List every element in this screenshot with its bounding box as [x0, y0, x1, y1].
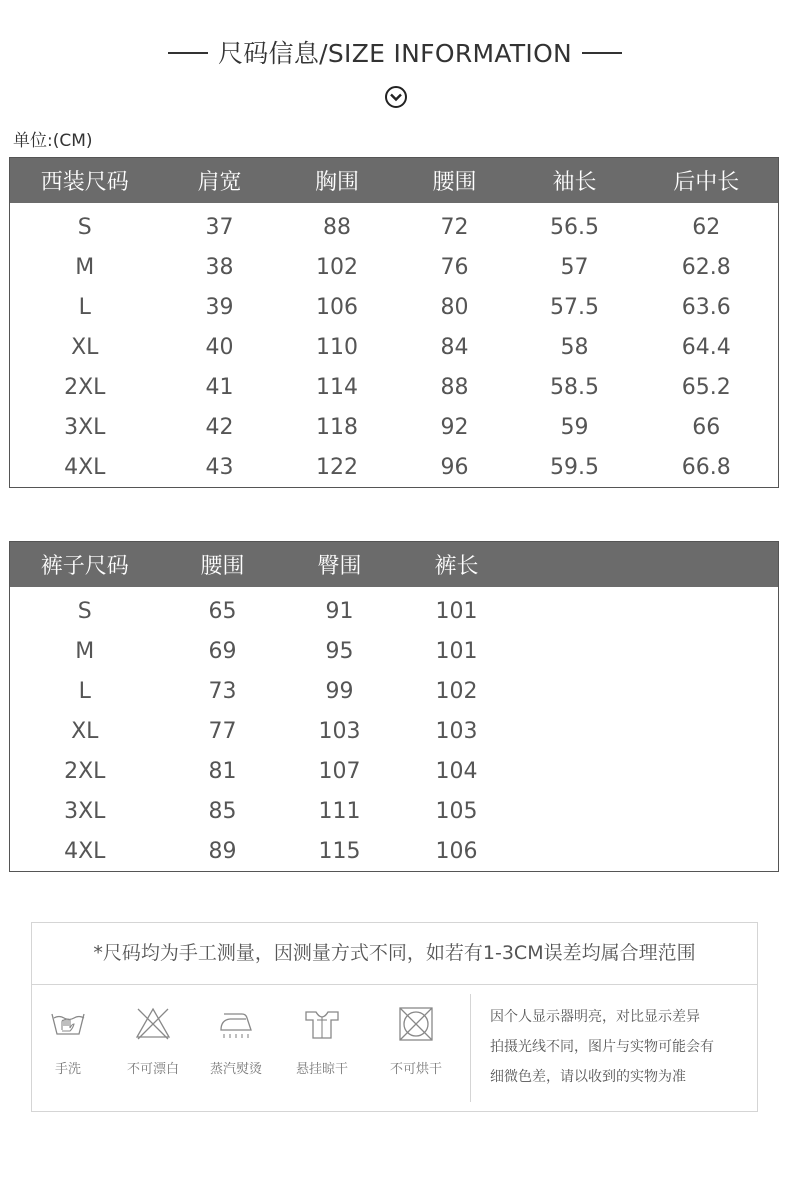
- table-cell: 107: [318, 758, 361, 784]
- table-cell: 38: [205, 254, 234, 280]
- table-cell: 73: [208, 678, 237, 704]
- table-cell: 103: [435, 718, 478, 744]
- column-header: 裤子尺码: [10, 542, 160, 588]
- table-cell: 95: [325, 638, 354, 664]
- table-cell: 63.6: [681, 294, 731, 320]
- steam-iron-icon: [216, 1004, 256, 1044]
- column-header: 袖长: [515, 158, 635, 204]
- care-label: 悬挂晾干: [295, 1062, 348, 1077]
- color-disclaimer: [490, 1002, 752, 1092]
- title-dash-left: [168, 52, 208, 54]
- table-cell: 85: [208, 798, 237, 824]
- table-cell: 64.4: [681, 334, 731, 360]
- table-cell: 41: [205, 374, 234, 400]
- table-cell: 81: [208, 758, 237, 784]
- column-header: 后中长: [635, 158, 779, 204]
- table-cell: 103: [318, 718, 361, 744]
- chevron-down-circle-icon: [384, 85, 408, 109]
- table-cell: 42: [205, 414, 234, 440]
- table-cell: 118: [316, 414, 358, 440]
- table-cell: 57: [560, 254, 589, 280]
- table-cell: 69: [208, 638, 237, 664]
- table-cell: 114: [316, 374, 358, 400]
- table-row: [10, 247, 779, 287]
- table-cell: 37: [205, 214, 234, 240]
- table-cell: 58: [560, 334, 589, 360]
- table-cell: 104: [435, 758, 478, 784]
- suit-size-table: [9, 157, 779, 488]
- no-bleach-icon: [133, 1004, 173, 1044]
- table-cell: 84: [440, 334, 469, 360]
- table-cell: 111: [318, 798, 361, 824]
- column-header: 西装尺码: [10, 158, 160, 204]
- care-item-no-bleach: [113, 1004, 193, 1077]
- no-tumble-dry-icon: [396, 1004, 436, 1044]
- column-header: 肩宽: [160, 158, 280, 204]
- page-title: [0, 34, 790, 70]
- table-cell: 2XL: [64, 374, 106, 400]
- table-cell-empty: [520, 587, 779, 631]
- table-cell: 76: [440, 254, 469, 280]
- table-cell: 4XL: [64, 838, 106, 864]
- disclaimer-line: 细微色差，请以收到的实物为准: [490, 1069, 686, 1085]
- hand-wash-icon: [48, 1004, 88, 1044]
- care-label: 手洗: [54, 1062, 81, 1077]
- table-cell: 66.8: [681, 454, 731, 480]
- table-row: [10, 631, 779, 671]
- table-cell: 65.2: [681, 374, 731, 400]
- table-cell: 4XL: [64, 454, 106, 480]
- care-label: 不可烘干: [389, 1062, 442, 1077]
- table-row: [10, 203, 779, 247]
- table-cell: 102: [316, 254, 358, 280]
- table-cell: 99: [325, 678, 354, 704]
- table-cell: 80: [440, 294, 469, 320]
- table-cell: 89: [208, 838, 237, 864]
- table-cell: 92: [440, 414, 469, 440]
- table-cell: 62.8: [681, 254, 731, 280]
- table-cell: 56.5: [550, 214, 599, 240]
- table-cell: 106: [435, 838, 478, 864]
- table-row: [10, 791, 779, 831]
- table-cell-empty: [520, 751, 779, 791]
- table-cell: 72: [440, 214, 469, 240]
- table-cell: 58.5: [550, 374, 599, 400]
- table-row: [10, 287, 779, 327]
- table-cell: 59: [560, 414, 589, 440]
- table-cell: 57.5: [550, 294, 599, 320]
- table-cell-empty: [520, 831, 779, 872]
- table-row: [10, 831, 779, 872]
- column-header: 裤长: [394, 542, 520, 588]
- care-item-hand-wash: [28, 1004, 108, 1077]
- table-cell-empty: [520, 711, 779, 751]
- header-filler: [520, 542, 779, 588]
- table-cell: 3XL: [64, 414, 106, 440]
- table-cell: 115: [318, 838, 361, 864]
- table-row: [10, 367, 779, 407]
- table-row: [10, 711, 779, 751]
- table-cell: 122: [316, 454, 358, 480]
- table-cell: 88: [323, 214, 351, 240]
- table-cell: 88: [440, 374, 469, 400]
- table-cell: 2XL: [64, 758, 106, 784]
- table-cell: M: [75, 254, 95, 280]
- table-row: [10, 327, 779, 367]
- table-cell: 106: [316, 294, 358, 320]
- pants-size-table: [9, 541, 779, 872]
- table-cell-empty: [520, 631, 779, 671]
- table-row: [10, 407, 779, 447]
- table-cell: 101: [435, 638, 478, 664]
- care-item-steam-iron: [196, 1004, 276, 1077]
- table-cell: 110: [316, 334, 358, 360]
- table-cell: L: [78, 678, 91, 704]
- table-cell: 62: [692, 214, 721, 240]
- table-cell: XL: [71, 718, 99, 744]
- column-header: 腰围: [395, 158, 515, 204]
- table-cell: 91: [325, 598, 354, 624]
- column-header: 胸围: [280, 158, 395, 204]
- measurement-note: *尺码均为手工测量，因测量方式不同，如若有1-3CM误差均属合理范围: [32, 923, 757, 985]
- care-instructions-box: [31, 922, 758, 1112]
- care-item-hang-dry: [282, 1004, 362, 1077]
- title-dash-right: [582, 52, 622, 54]
- table-cell: 59.5: [550, 454, 599, 480]
- table-cell: 39: [205, 294, 234, 320]
- care-item-no-tumble-dry: [376, 1004, 456, 1077]
- disclaimer-line: 拍摄光线不同，图片与实物可能会有: [490, 1039, 714, 1055]
- care-icons-row: [32, 984, 470, 1111]
- table-cell: 40: [205, 334, 234, 360]
- suit-table-header: [10, 158, 779, 204]
- table-cell: S: [77, 214, 92, 240]
- care-divider: [470, 994, 471, 1102]
- disclaimer-line: 因个人显示器明亮，对比显示差异: [490, 1009, 700, 1025]
- table-cell: 43: [205, 454, 234, 480]
- table-row: [10, 671, 779, 711]
- table-cell: 77: [208, 718, 237, 744]
- column-header: 臀围: [286, 542, 394, 588]
- table-cell: 102: [435, 678, 478, 704]
- table-row: [10, 751, 779, 791]
- table-cell: 105: [435, 798, 478, 824]
- table-row: [10, 447, 779, 488]
- title-text: 尺码信息/SIZE INFORMATION: [217, 39, 573, 68]
- table-cell-empty: [520, 671, 779, 711]
- table-cell: 101: [435, 598, 478, 624]
- care-label: 不可漂白: [126, 1062, 179, 1077]
- table-cell: S: [77, 598, 92, 624]
- table-cell: 66: [692, 414, 721, 440]
- table-cell: M: [75, 638, 95, 664]
- pants-table-header: [10, 542, 779, 588]
- table-cell: XL: [71, 334, 99, 360]
- column-header: 腰围: [160, 542, 286, 588]
- table-cell: 65: [208, 598, 237, 624]
- unit-label: 单位:(CM): [13, 131, 93, 151]
- table-cell: 96: [440, 454, 469, 480]
- table-cell: L: [78, 294, 91, 320]
- care-label: 蒸汽熨烫: [209, 1062, 262, 1077]
- hang-dry-icon: [302, 1004, 342, 1044]
- table-cell-empty: [520, 791, 779, 831]
- table-cell: 3XL: [64, 798, 106, 824]
- table-row: [10, 587, 779, 631]
